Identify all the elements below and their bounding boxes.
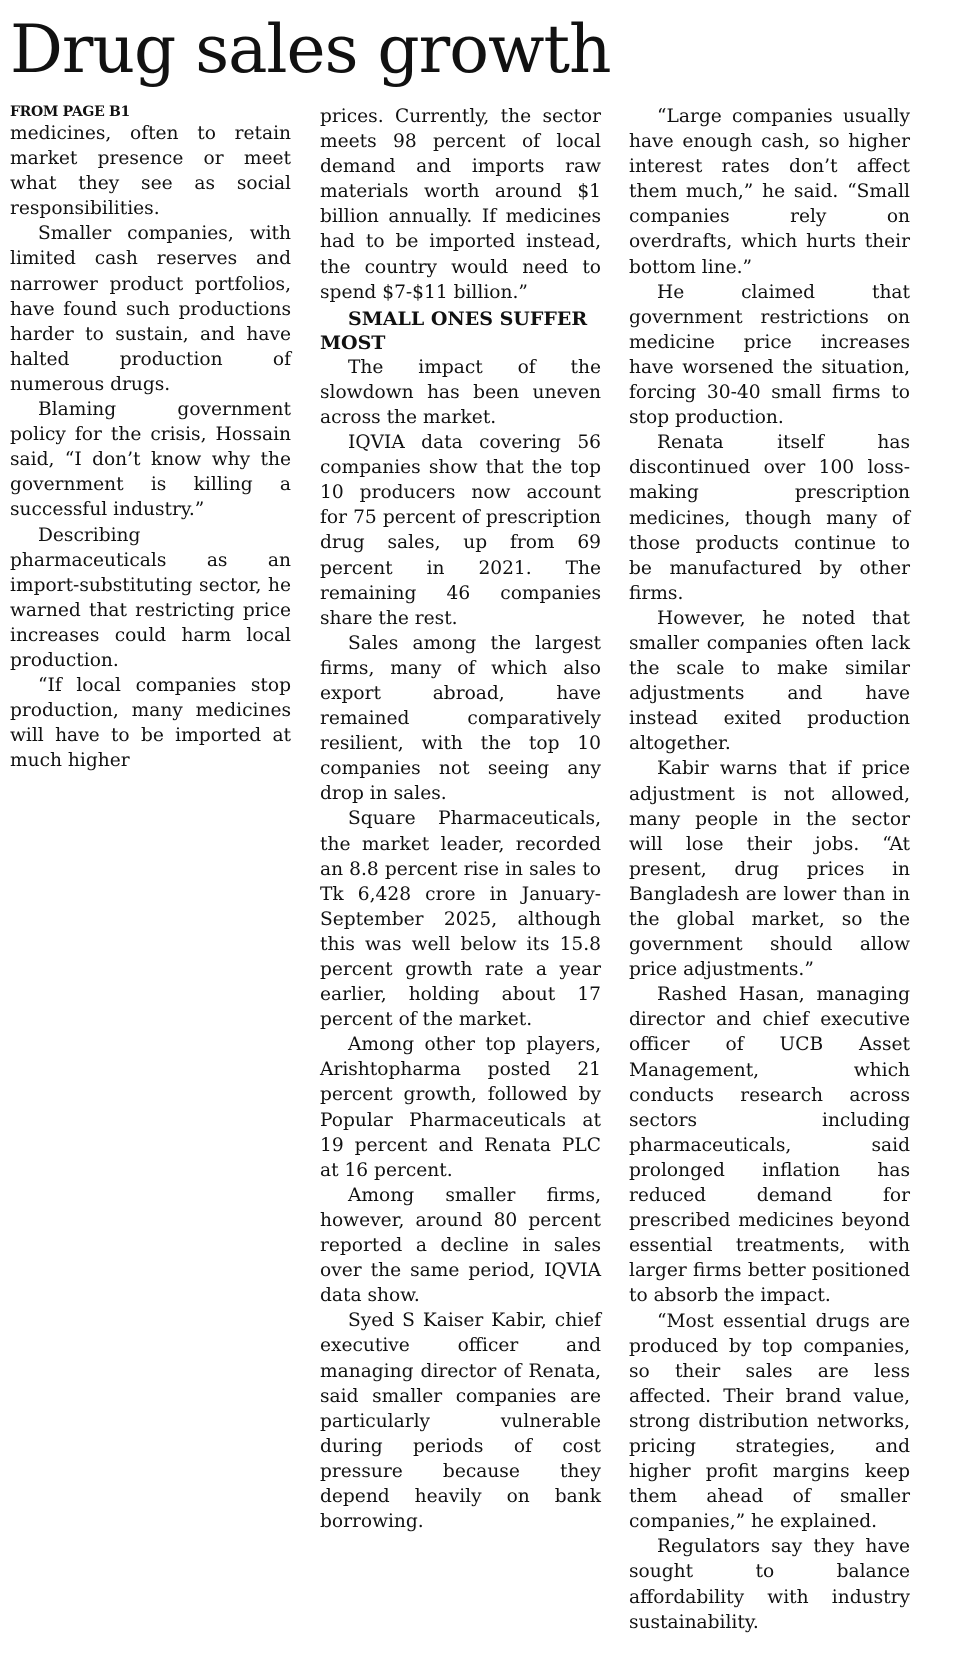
article-column-1 — [10, 104, 291, 773]
paragraph: Renata itself has discontinued over 100 loss-making prescription medicines, though many of those products continue to be manufactured by other firms. — [629, 432, 910, 604]
article-column-2 — [320, 104, 601, 1534]
paragraph: medicines, often to retain market presence or meet what they see as social responsibilities. — [10, 123, 291, 220]
paragraph: Regulators say they have sought to balance affordability with industry sustainability. — [629, 1536, 910, 1633]
section-subhead: SMALL ONES SUFFER MOST — [320, 307, 588, 354]
paragraph: He claimed that government restrictions on medicine price increases have worsened the situation, forcing 30-40 small firms to stop production. — [629, 281, 910, 429]
paragraph: Syed S Kaiser Kabir, chief executive officer and managing director of Renata, said smaller companies are particularly vulnerable during periods of cost pressure because they depend heavily on bank borrowing. — [320, 1310, 601, 1533]
paragraph: “Most essential drugs are produced by top companies, so their sales are less affected. Their brand value, strong distribution networks, pricing strategies, and higher profit margins keep them ahead of smaller companies,” he explained. — [629, 1310, 910, 1533]
paragraph: Sales among the largest firms, many of which also export abroad, have remained comparatively resilient, with the top 10 companies not seeing any drop in sales. — [320, 632, 601, 805]
continuation-kicker: FROM PAGE B1 — [10, 104, 130, 120]
paragraph: Among other top players, Arishtopharma posted 21 percent growth, followed by Popular Pharmaceuticals at 19 percent and Renata PLC at 16 percent. — [320, 1034, 601, 1181]
article-column-3 — [629, 104, 910, 1635]
paragraph: Rashed Hasan, managing director and chief executive officer of UCB Asset Management, which conducts research across sectors including pharmaceuticals, said prolonged inflation has reduced demand for prescribed medicines beyond essential treatments, with larger firms better positioned to absorb the impact. — [629, 984, 910, 1307]
paragraph: “If local companies stop production, many medicines will have to be imported at much higher — [10, 675, 291, 772]
headline: Drug sales growth — [10, 11, 611, 88]
paragraph: IQVIA data covering 56 companies show that the top 10 producers now account for 75 percent of prescription drug sales, up from 69 percent in 2021. The remaining 46 companies share the rest. — [320, 432, 601, 629]
paragraph: Among smaller firms, however, around 80 percent reported a decline in sales over the same period, IQVIA data show. — [320, 1184, 601, 1307]
paragraph: However, he noted that smaller companies often lack the scale to make similar adjustments and have instead exited production altogether. — [629, 607, 910, 755]
paragraph: prices. Currently, the sector meets 98 percent of local demand and imports raw materials worth around $1 billion annually. If medicines had to be imported instead, the country would need to spend $7-$11 billion.” — [320, 106, 601, 303]
paragraph: Blaming government policy for the crisis, Hossain said, “I don’t know why the government is killing a successful industry.” — [10, 399, 291, 521]
paragraph: The impact of the slowdown has been uneven across the market. — [320, 356, 601, 428]
paragraph: “Large companies usually have enough cash, so higher interest rates don’t affect them much,” he said. “Small companies rely on overdrafts, which hurts their bottom line.” — [629, 106, 910, 278]
paragraph: Smaller companies, with limited cash reserves and narrower product portfolios, have found such productions harder to sustain, and have halted production of numerous drugs. — [10, 223, 291, 395]
paragraph: Square Pharmaceuticals, the market leader, recorded an 8.8 percent rise in sales to Tk 6,428 crore in January-September 2025, although this was well below its 15.8 percent growth rate a year earlier, holding about 17 percent of the market. — [320, 808, 601, 1031]
paragraph: Kabir warns that if price adjustment is not allowed, many people in the sector will lose their jobs. “At present, drug prices in Bangladesh are lower than in the global market, so the government should allow price adjustments.” — [629, 758, 910, 981]
paragraph: Describing pharmaceuticals as an import-substituting sector, he warned that restricting price increases could harm local production. — [10, 524, 291, 671]
